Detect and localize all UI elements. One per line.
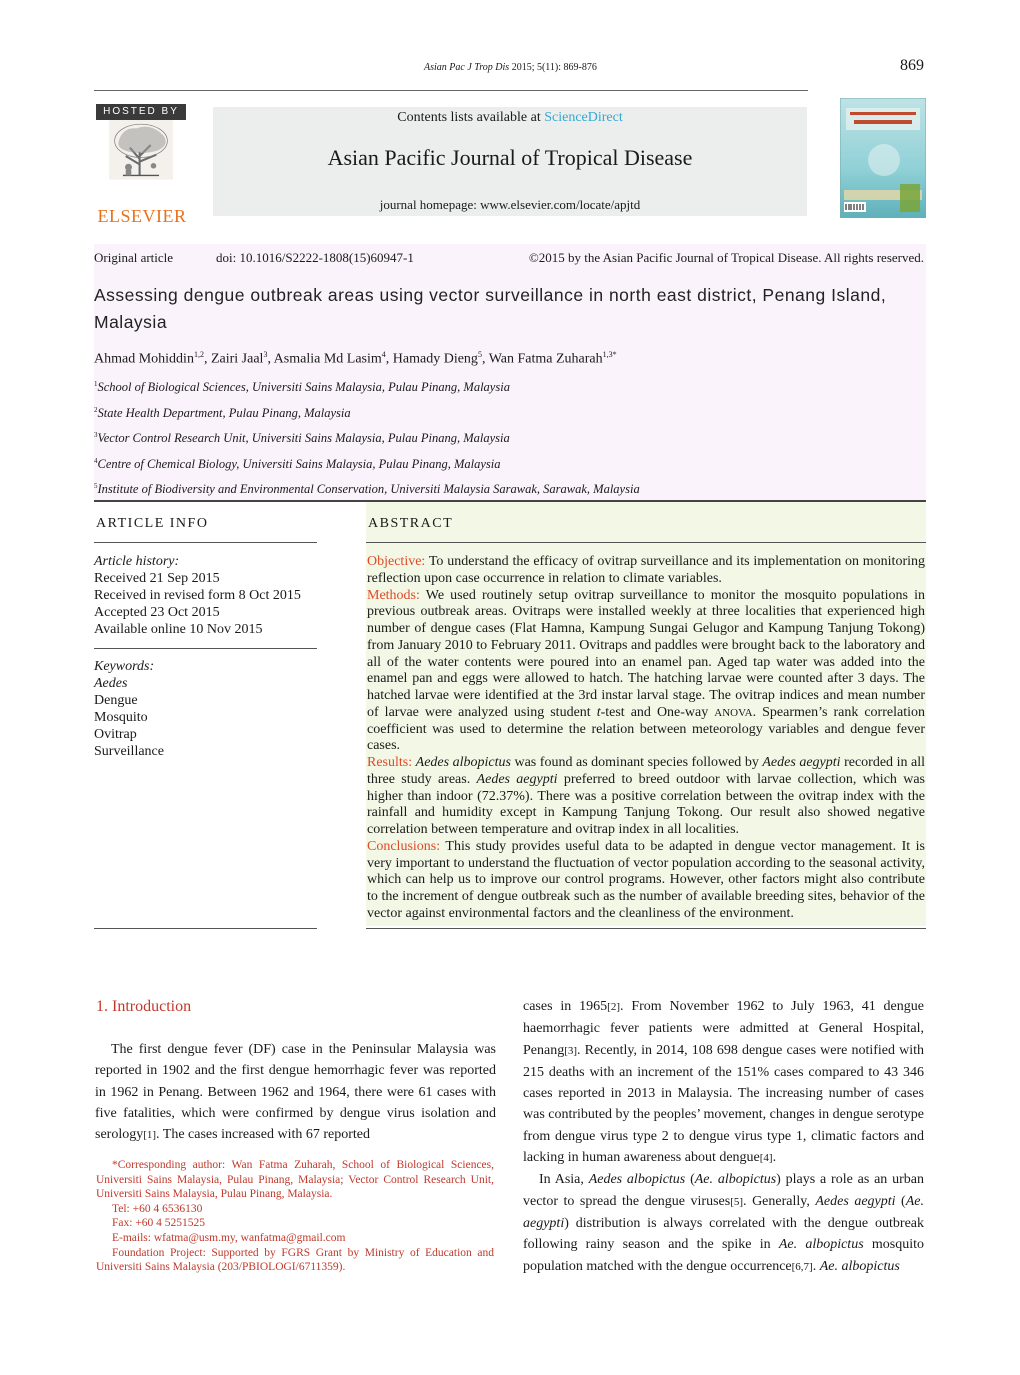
sciencedirect-link[interactable]: ScienceDirect: [544, 110, 623, 125]
body-column-right: [523, 996, 924, 1278]
affiliation-number: 1: [94, 380, 98, 388]
species-name: Ae. albopictus: [694, 1172, 777, 1188]
paragraph: [95, 1039, 496, 1146]
species-name: Ae. albopictus: [778, 1237, 864, 1253]
affiliation-number: 3: [94, 431, 98, 439]
methods-text: We used routinely setup ovitrap surveillance to monitor the mosquito populations in previous outbreak areas. Ovitraps were installed weekly at three localities that experienced high number of dengue cases (Flat Hamna, Kampung Sungai Gelugor and Kampung Tanjung Tokong) from January 2010 to February 2011. Ovitraps and paddles were brought back to the laboratory and all of the water contents were poured into an enamel pan. Aged tap water was added into the enamel pan and eggs were allowed to hatch. The hatching larvae were counted after 3 days. The hatched larvae were identified at the 3rd instar larval stage. The ovitrap indices and mean number of larvae were analyzed using student: [367, 587, 925, 720]
paragraph-text: . Recently, in 2014, 108 698 dengue cases were notified with 215 deaths with an increment of the 151% cases compared to 43 346 cases reported in 2013 in Malaysia. The increasing number of cases was contributed by the peoples’ movement, changes in dengue serotype from dengue virus type 2 to dengue virus type 1, climatic factors and lacking in human awareness about dengue: [523, 1042, 924, 1166]
history-label: Article history:: [94, 554, 180, 569]
keyword: Dengue: [94, 693, 138, 708]
abstract-objective: [367, 554, 925, 588]
abstract-conclusions: [367, 839, 925, 923]
author-affiliation-ref: 4: [381, 350, 386, 359]
author-name: Hamady Dieng: [392, 351, 478, 367]
hosted-by-label: HOSTED BY: [96, 104, 186, 120]
telephone: Tel: +60 4 6536130: [112, 1202, 203, 1215]
keyword: Surveillance: [94, 744, 164, 759]
abstract-results: [367, 755, 925, 839]
objective-label: Objective:: [367, 554, 426, 569]
methods-anova: ANOVA: [714, 706, 753, 719]
species-name: Aedes albopictus: [415, 755, 511, 770]
contents-line: [213, 110, 807, 126]
accepted-date: Accepted 23 Oct 2015: [94, 605, 220, 620]
species-name: Ae. aegypti: [523, 1193, 924, 1231]
author-name: Zairi Jaal: [210, 351, 264, 367]
email-addresses[interactable]: E-mails: wfatma@usm.my, wanfatma@gmail.com: [112, 1231, 346, 1244]
journal-title: Asian Pacific Journal of Tropical Disease: [327, 145, 693, 170]
methods-t-italic: t: [596, 704, 601, 720]
affiliation-text: School of Biological Sciences, Universiti Sains Malaysia, Pulau Pinang, Malaysia: [97, 380, 510, 395]
paragraph-text: . Generally,: [743, 1193, 816, 1209]
citation-ref[interactable]: [1]: [143, 1129, 157, 1142]
page-number: 869: [900, 57, 924, 74]
article-info-bottom-rule: [94, 928, 317, 929]
received-date: Received 21 Sep 2015: [94, 571, 220, 586]
conclusions-text: This study provides useful data to be adapted in dengue vector management. It is very important to understand the fluctuation of vector population according to the seasonal activity, which can help us to improve our control programs. However, other factors might also contribute to the increment of dengue outbreak such as the number of available breeding sites, behavior of the vector against environmental factors and the cleanliness of the environment.: [367, 838, 926, 921]
abstract-bottom-rule: [366, 928, 926, 929]
paragraph-text: (: [895, 1193, 906, 1209]
species-name: Aedes aegypti: [815, 1193, 896, 1209]
journal-cover-image: [840, 98, 926, 218]
copyright-notice: ©2015 by the Asian Pacific Journal of Tropical Disease. All rights reserved.: [528, 250, 924, 265]
results-text: was found as dominant species followed by: [510, 755, 763, 770]
affiliation: [94, 457, 500, 472]
affiliation-text: State Health Department, Pulau Pinang, Malaysia: [97, 406, 351, 421]
species-name: Aedes albopictus: [588, 1172, 686, 1188]
article-info-heading: ARTICLE INFO: [96, 516, 209, 531]
paragraph: [523, 996, 924, 1169]
author-name: Asmalia Md Lasim: [273, 351, 382, 367]
affiliation: [94, 406, 351, 421]
author-name: Wan Fatma Zuharah: [488, 351, 603, 367]
article-info-rule: [94, 542, 317, 543]
funding-note: Foundation Project: Supported by FGRS Grant by Ministry of Education and Universiti Sains Malaysia (203/PBIOLOGI/6711359).: [96, 1246, 494, 1274]
author-separator: ,: [385, 351, 393, 367]
species-name: Aedes aegypti: [762, 755, 841, 770]
citation-ref[interactable]: [3]: [564, 1044, 578, 1057]
affiliation: [94, 482, 640, 497]
article-history: [94, 553, 301, 638]
affiliation-text: Centre of Chemical Biology, Universiti Sains Malaysia, Pulau Pinang, Malaysia: [97, 457, 501, 472]
keywords: [94, 658, 164, 760]
abstract-body: [367, 554, 925, 923]
footnotes: [96, 1158, 494, 1275]
fax: Fax: +60 4 5251525: [112, 1217, 206, 1230]
paragraph-text: ) plays a role as an urban vector to spread the dengue viruses: [523, 1172, 924, 1209]
affiliation: [94, 380, 510, 395]
results-text: preferred to breed outdoor with larvae collection, which was higher than indoor (72.37%). There was a positive correlation between the ovitrap index with the rainfall and humidity except in Kampung Tanjung Tokong. Our result also showed negative correlation between temperature and ovitrap index in all localities.: [367, 771, 926, 837]
paragraph-text: cases in 1965: [523, 999, 608, 1014]
objective-text: To understand the efficacy of ovitrap surveillance and its implementation on monitoring reflection upon case occurrence in relation to climate variables.: [367, 554, 926, 586]
article-title: Assessing dengue outbreak areas using vector surveillance in north east district, Penang Island, Malaysia: [94, 285, 887, 332]
paragraph-text: ) distribution is always correlated with the dengue outbreak following rainy season and the spike in: [523, 1215, 924, 1253]
affiliation-number: 2: [94, 406, 98, 414]
affiliation: [94, 431, 510, 446]
corresponding-author-note: *Corresponding author: Wan Fatma Zuharah, School of Biological Sciences, Universiti Sains Malaysia, Pulau Pinang, Malaysia; Vector Control Research Unit, Universiti Sains Malaysia, Pulau Pinang, Malaysia.: [96, 1159, 494, 1201]
results-text: recorded in all three study areas.: [367, 755, 925, 787]
revised-date: Received in revised form 8 Oct 2015: [94, 588, 301, 603]
article-doi[interactable]: doi: 10.1016/S2222-1808(15)60947-1: [216, 250, 414, 265]
citation-ref[interactable]: [5]: [730, 1195, 744, 1208]
methods-text: . Spearmen’s rank correlation coefficient was used to determine the relation between meteorology variables and dengue fever cases.: [367, 704, 925, 754]
journal-homepage[interactable]: journal homepage: www.elsevier.com/locate/apjtd: [379, 197, 641, 212]
keywords-label: Keywords:: [94, 659, 155, 674]
author-affiliation-ref: 3: [263, 350, 268, 359]
abstract-methods: [367, 588, 925, 756]
paragraph-text: The first dengue fever (DF) case in the Peninsular Malaysia was reported in 1902 and the first dengue hemorrhagic fever was reported in 1962 in Penang. Between 1962 and 1964, there were 61 cases with five fatalities, which were confirmed by dengue virus isolation and serology: [95, 1042, 496, 1143]
elsevier-tree-logo: [95, 120, 187, 206]
results-label: Results:: [367, 755, 413, 770]
author-separator: ,: [203, 351, 211, 367]
species-name: Ae. albopictus: [819, 1258, 900, 1274]
author-separator: ,: [481, 351, 489, 367]
introduction-heading: 1. Introduction: [96, 998, 192, 1015]
author-affiliation-ref: 1,2: [193, 350, 204, 359]
body-column-left: [95, 1039, 496, 1146]
citation-ref[interactable]: [2]: [607, 1001, 620, 1013]
running-citation: [424, 62, 597, 73]
affiliation-text: Institute of Biodiversity and Environmental Conservation, Universiti Malaysia Sarawak, Sarawak, Malaysia: [97, 482, 640, 497]
paragraph-text: . From November 1962 to July 1963, 41 dengue haemorrhagic fever patients were admitted at General Hospital, Penang: [523, 999, 924, 1058]
abstract-heading: ABSTRACT: [368, 516, 454, 531]
citation-journal: Asian Pac J Trop Dis: [424, 62, 510, 73]
methods-label: Methods:: [367, 587, 420, 603]
citation-ref[interactable]: [4]: [759, 1152, 773, 1165]
keyword: Ovitrap: [94, 727, 137, 742]
author-list: [94, 350, 617, 368]
keywords-rule: [94, 648, 317, 649]
abstract-rule: [366, 542, 926, 543]
citation-ref[interactable]: [6,7]: [791, 1260, 813, 1273]
elsevier-wordmark: ELSEVIER: [97, 206, 187, 226]
citation-details: 2015; 5(11): 869-876: [511, 62, 597, 73]
affiliation-number: 4: [94, 457, 98, 465]
affiliation-text: Vector Control Research Unit, Universiti Sains Malaysia, Pulau Pinang, Malaysia: [97, 431, 510, 446]
keyword: Aedes: [94, 676, 128, 691]
keyword: Mosquito: [94, 710, 148, 725]
header-rule: [94, 90, 808, 91]
paragraph-text: In Asia,: [539, 1172, 589, 1188]
author-separator: ,: [267, 351, 274, 367]
affiliation-number: 5: [94, 482, 98, 490]
paragraph-text: .: [772, 1150, 777, 1166]
paragraph-text: .: [812, 1258, 820, 1274]
paragraph-text: (: [685, 1172, 695, 1188]
paragraph-text: mosquito population matched with the dengue occurrence: [523, 1237, 924, 1274]
methods-text: -test and One-way: [600, 704, 715, 720]
author-affiliation-ref: 5: [477, 350, 482, 359]
online-date: Available online 10 Nov 2015: [94, 622, 263, 637]
author-name: Ahmad Mohiddin: [94, 351, 194, 367]
species-name: Aedes aegypti: [476, 771, 558, 787]
paragraph: [523, 1169, 924, 1277]
contents-prefix: Contents lists available at: [397, 110, 541, 125]
conclusions-label: Conclusions:: [367, 838, 441, 854]
article-type: Original article: [94, 250, 174, 265]
paragraph-text: . The cases increased with 67 reported: [156, 1127, 370, 1143]
author-affiliation-ref: 1,3*: [602, 350, 617, 359]
